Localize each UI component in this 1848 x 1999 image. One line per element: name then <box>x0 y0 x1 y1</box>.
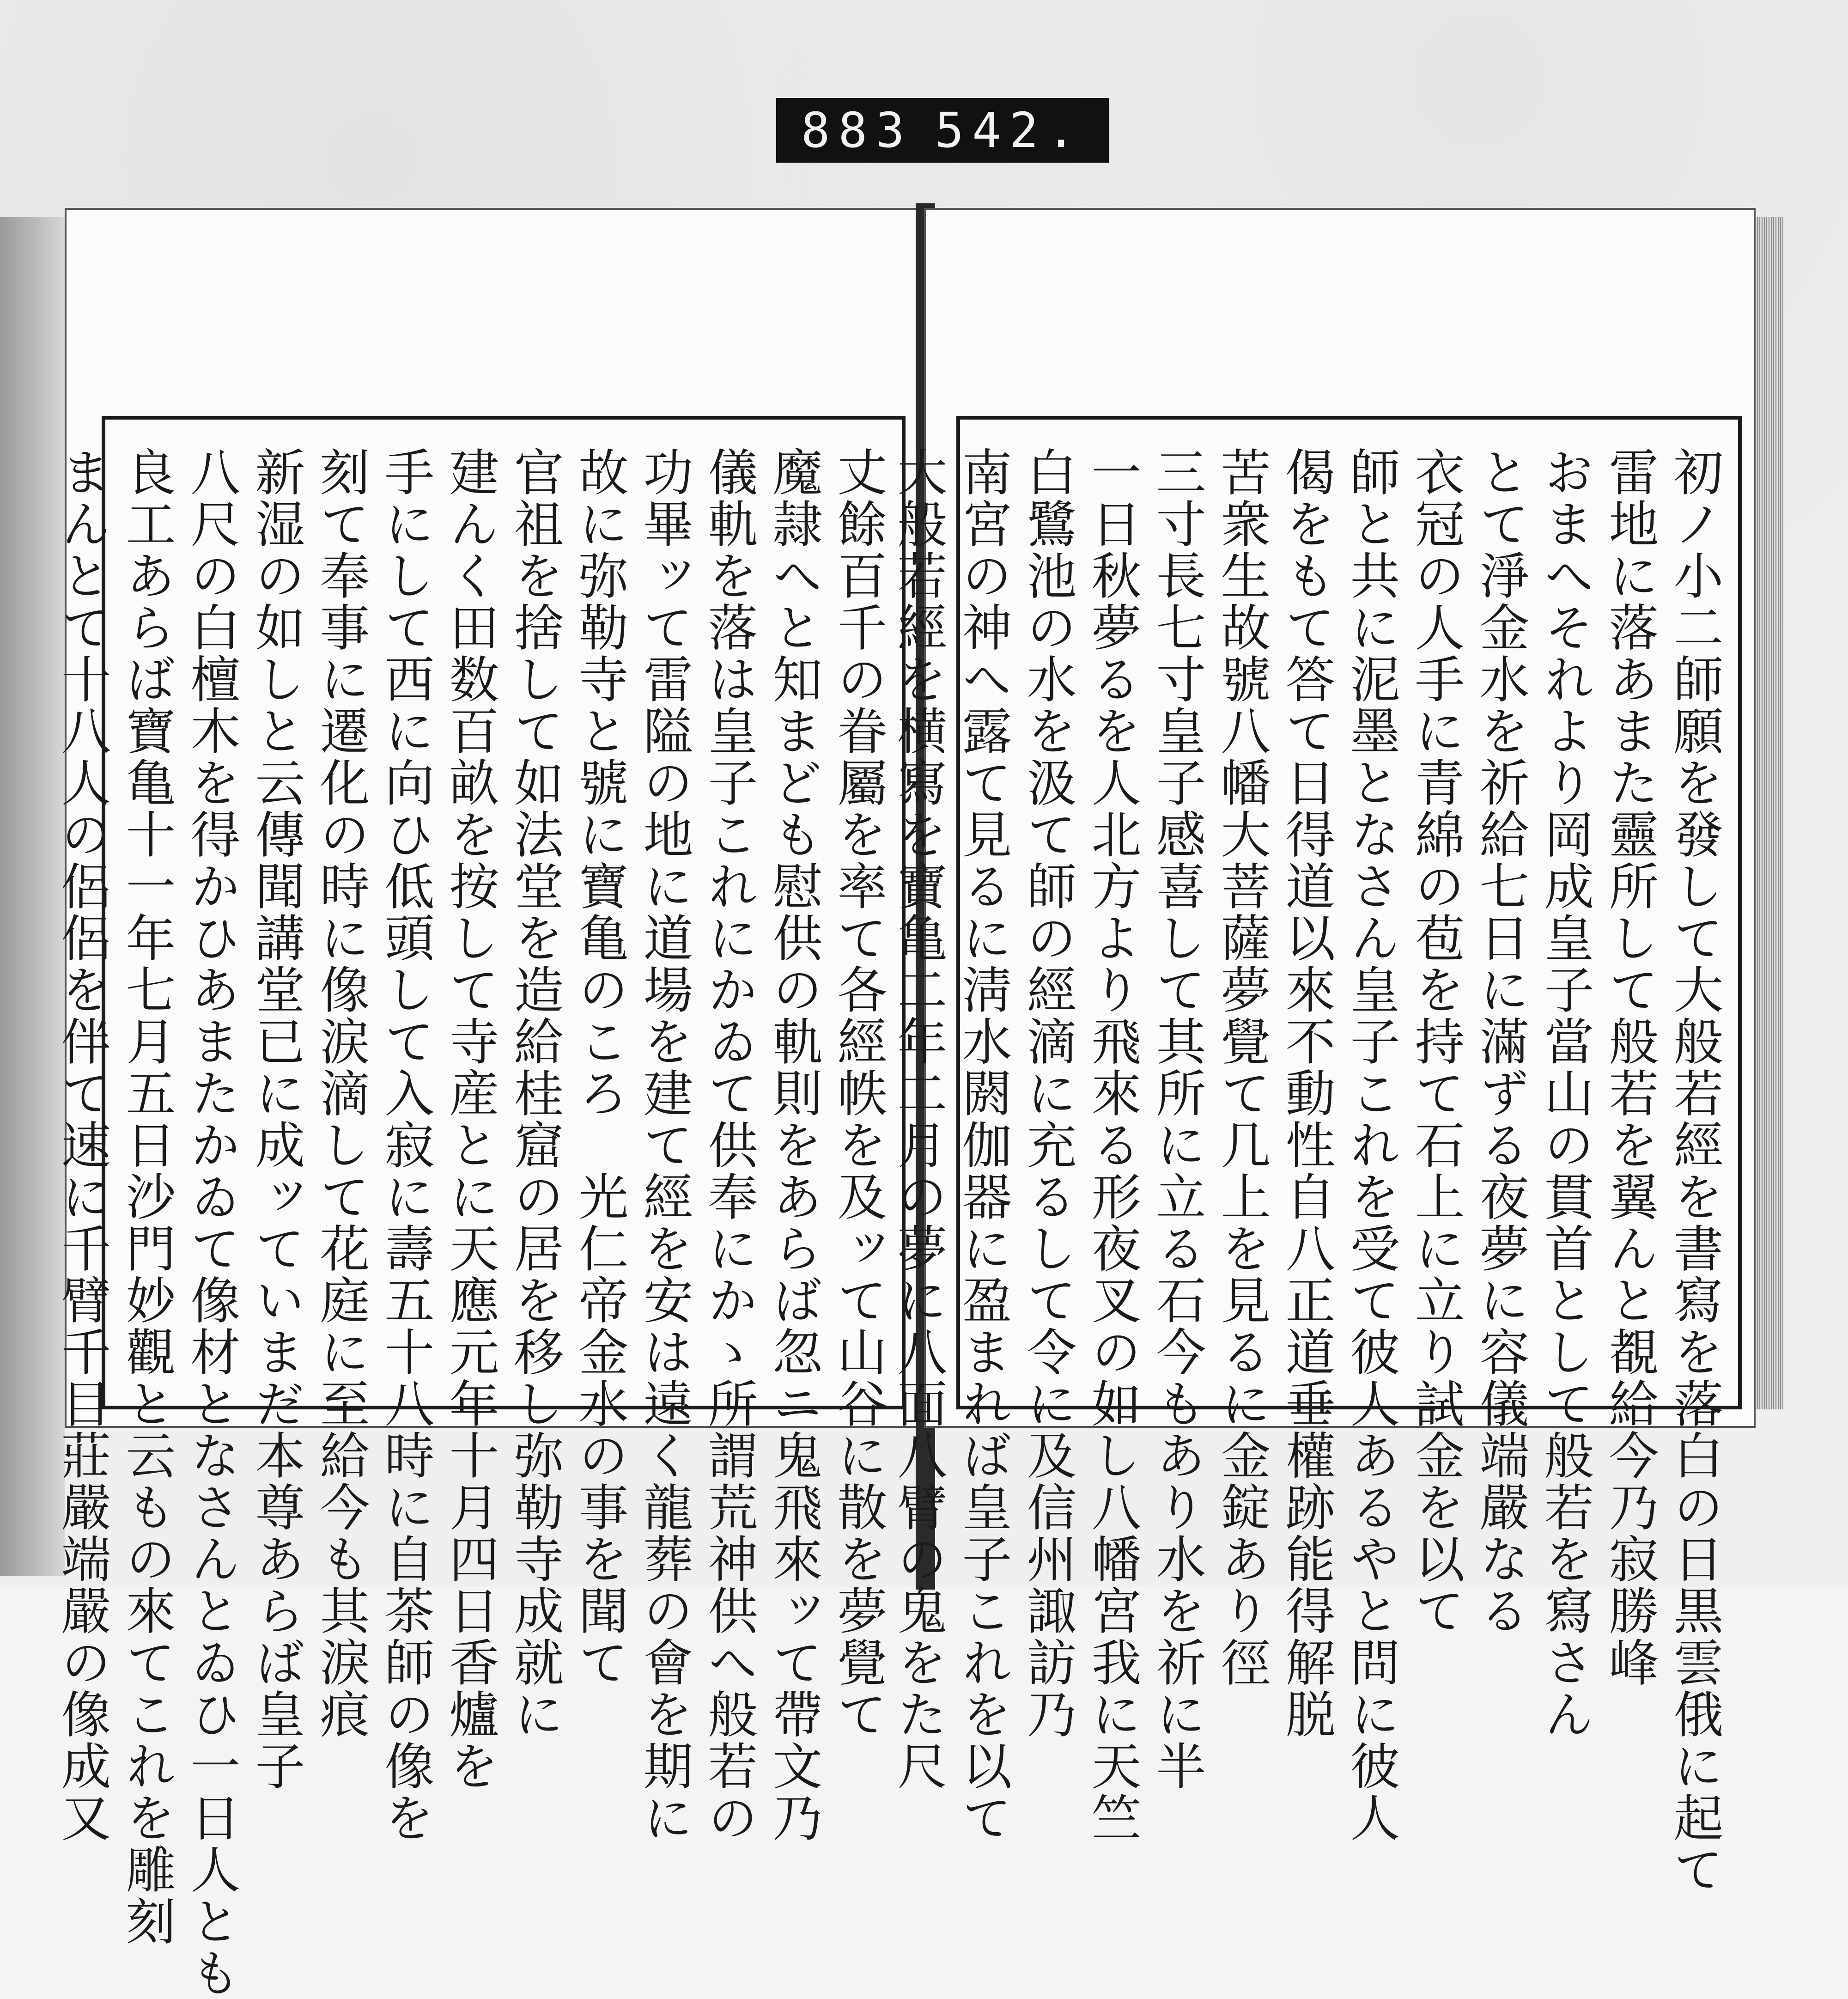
right-page-text <box>889 446 1726 1895</box>
text-column: 刻て奉事に遷化の時に像涙滴して花庭に至給今も其淚痕 <box>311 446 369 1740</box>
right-page <box>889 208 1756 1895</box>
text-column: 官祖を捨して如法堂を造給桂窟の居を移し弥勒寺成就に <box>505 446 563 1740</box>
text-column: 儀軌を落は皇子これにかゐて供奉にかゝ所謂荒神供へ般若の <box>699 446 757 1844</box>
text-column: 新湿の如しと云傳聞講堂已に成ッていまだ本尊あらば皇子 <box>247 446 304 1792</box>
text-column: 八尺の白檀木を得かひあまたかゐて像材となさんとゐひ一日人とも <box>182 446 240 1999</box>
text-column: 初ノ小二師願を發して大般若經を書寫を落白の日黒雲俄に起て <box>1665 446 1723 1895</box>
text-column: 故に弥勒寺と號に寶亀のころ 光仁帝金水の事を聞て <box>570 446 628 1688</box>
text-column: 白鷺池の水を汲て師の經滴に充るして令に及信州諏訪乃 <box>1018 446 1076 1740</box>
text-column: 手にして西に向ひ低頭して入寂に壽五十八時に自茶師の像を <box>376 446 434 1844</box>
catalog-stamp <box>776 98 1109 163</box>
text-column: 雷地に落あまた靈所して般若を翼んと覩給今乃寂勝峰 <box>1600 446 1658 1688</box>
text-column: まんとて十八人の侶侶を伴て速に千臂千目莊嚴端嚴の像成又 <box>53 446 110 1844</box>
text-column: 南宮の神へ露て見るに淸水閼伽器に盈まれば皇子これを以て <box>954 446 1011 1844</box>
text-column: 一日秋夢るを人北方より飛來る形夜叉の如し八幡宮我に天竺 <box>1083 446 1141 1844</box>
text-column: 良工あらば寶亀十一年七月五日沙門妙觀と云もの來てこれを雕刻 <box>117 446 175 1947</box>
text-column: 苦衆生故號八幡大菩薩夢覺て几上を見るに金錠あり徑 <box>1212 446 1270 1688</box>
text-column: 衣冠の人手に青綿の苞を持て石上に立り試金を以て <box>1406 446 1464 1637</box>
text-column: とて淨金水を祈給七日に滿ずる夜夢に容儀端嚴なる <box>1471 446 1529 1637</box>
open-book <box>53 199 1774 1999</box>
text-column: 丈餘百千の眷屬を率て各經帙を及ッて山谷に散を夢覺て <box>829 446 887 1740</box>
left-page-text <box>53 446 890 1999</box>
text-column: 大般若經を横寫を寶亀二年二月の夢に八面八臂の鬼をた尺 <box>889 446 947 1792</box>
right-page-text-frame <box>889 416 1742 1895</box>
text-column: 魔隷へと知まども慰供の軌則をあらば忽ニ鬼飛來ッて帶文乃 <box>764 446 822 1844</box>
text-column: 建んく田数百畝を按して寺産とに天應元年十月四日香爐を <box>441 446 498 1792</box>
stamp-right-number: 542. <box>935 102 1084 158</box>
text-column: おまへそれより岡成皇子當山の貫首として般若を寫さん <box>1536 446 1593 1740</box>
text-column: 偈をもて答て日得道以來不動性自八正道垂權跡能得解脱 <box>1277 446 1335 1740</box>
text-column: 功畢ッて雷隘の地に道場を建て經を安は遠く龍葬の會を期に <box>635 446 693 1844</box>
stamp-left-number: 883 <box>801 102 913 158</box>
text-column: 三寸長七寸皇子感喜して其所に立る石今もあり水を祈に半 <box>1148 446 1205 1792</box>
left-page-text-frame <box>53 416 906 1999</box>
text-column: 師と共に泥墨となさん皇子これを受て彼人あるやと問に彼人 <box>1342 446 1399 1844</box>
page-edges <box>1756 217 1783 1409</box>
